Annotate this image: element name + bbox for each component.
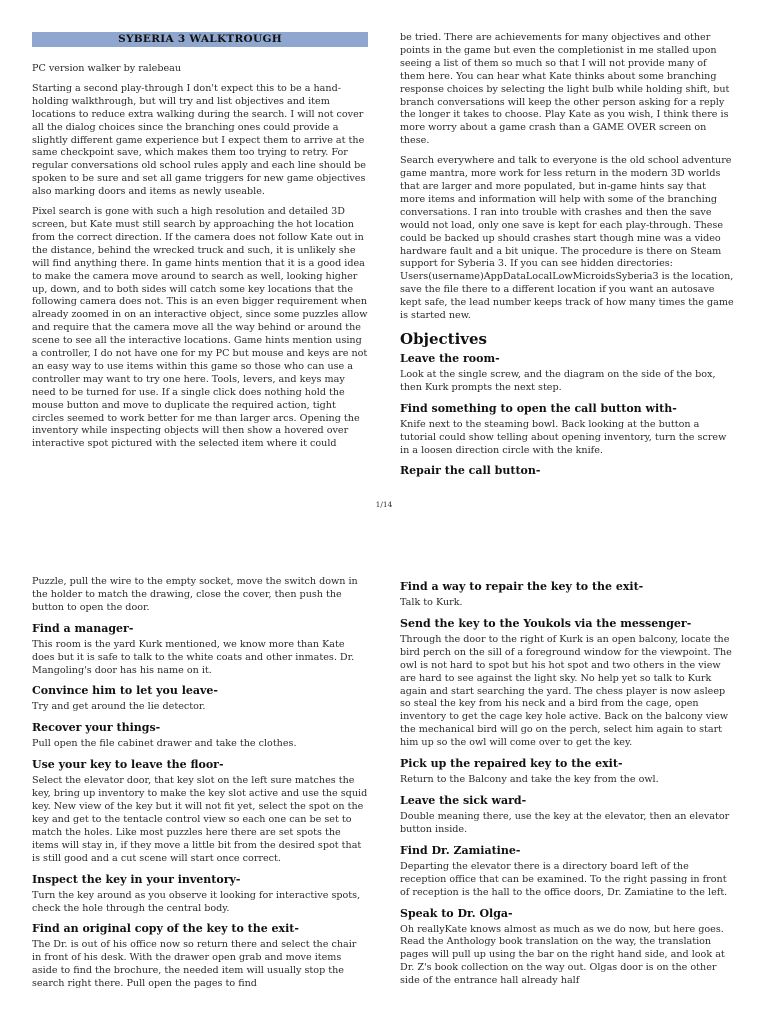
paragraph: Talk to Kurk. bbox=[400, 597, 463, 608]
paragraph: This room is the yard Kurk mentioned, we know more than Kate does but it is safe to talk to the white coats and other inmates. Dr. Mangoling's door has his name on it. bbox=[32, 638, 355, 676]
page1-right-column bbox=[400, 32, 734, 481]
paragraph: Pixel search is gone with such a high resolution and detailed 3D screen, but Kate must still search by approaching the hot location from the correct direction. If the camera does not follow Kate out in the distance, behind the wrecked truck and such, it is unlikely she will find anything there. In game hints mention that it is a good idea to make the camera move around to search as well, looking higher up, down, and to both sides will catch some key locations that the following camera does not. This is an even bigger requirement when already zoomed in on an interactive object, since some puzzles allow and require that the camera move all the way behind or around the scene to see all the interactive locations. Game hints mention using a controller, I do not have one for my PC but mouse and keys are not an easy way to use items within this game so those who can use a controller may want to try one here. Tools, levers, and keys may need to be turned for use. If a single click does nothing hold the mouse button and move to duplicate the required action, tight circles seemed to work better for me than larger arcs. Opening the inventory while inspecting objects will then show a hovered over interactive spot pictured with the selected item where it could bbox=[32, 206, 368, 450]
paragraph: be tried. There are achievements for many objectives and other points in the game but even the completionist in me stalled upon seeing a list of them so much so that I will not provide many of them here. You can hear what Kate thinks about some branching response choices by selecting the light bulb while holding shift, but branch conversations will keep the other person asking for a reply the longer it takes to choose. Play Kate as you wish, I think there is more worry about a game crash than a GAME OVER screen on these. bbox=[400, 32, 730, 147]
paragraph: Pull open the file cabinet drawer and take the clothes. bbox=[32, 738, 297, 750]
document-page-2 bbox=[0, 568, 768, 1024]
paragraph: Return to the Balcony and take the key from the owl. bbox=[400, 774, 659, 786]
paragraph: Look at the single screw, and the diagram on the side of the box, then Kurk prompts the next step. bbox=[400, 368, 716, 393]
paragraph: The Dr. is out of his office now so return there and select the chair in front of his desk. With the drawer open grab and move items aside to find the brochure, the needed item will usually stop the search right there. Pull open the pages to find bbox=[32, 939, 357, 990]
objective-heading: Find something to open the call button with- bbox=[400, 401, 677, 415]
objective-heading: Find a manager- bbox=[32, 621, 134, 635]
page1-left-content bbox=[32, 63, 368, 451]
objective-heading: Find Dr. Zamiatine- bbox=[400, 843, 521, 857]
paragraph: Double meaning there, use the key at the elevator, then an elevator button inside. bbox=[400, 810, 730, 835]
objective-heading: Leave the sick ward- bbox=[400, 793, 527, 807]
objective-heading: Find an original copy of the key to the exit- bbox=[32, 922, 299, 936]
paragraph: Turn the key around as you observe it looking for interactive spots, check the hole through the central body. bbox=[32, 889, 361, 914]
paragraph: Through the door to the right of Kurk is an open balcony, locate the bird perch on the sill of a foreground window for the viewpoint. The owl is not hard to spot but his hot spot and two others in the view are hard to see against the light sky. No help yet so talk to Kurk again and start searching the yard. The chess player is now asleep so steal the key from his neck and a bird from the cage, open inventory to get the cage key hole active. Back on the balcony view the mechanical bird will go on the perch, select him again to start him up so the owl will come over to get the key. bbox=[400, 633, 732, 749]
paragraph: PC version walker by ralebeau bbox=[32, 63, 182, 74]
objective-heading: Pick up the repaired key to the exit- bbox=[400, 757, 623, 771]
objective-heading: Send the key to the Youkols via the messenger- bbox=[400, 616, 692, 630]
objective-heading: Speak to Dr. Olga- bbox=[400, 906, 513, 920]
page1-right-content bbox=[400, 32, 734, 478]
section-heading: Objectives bbox=[400, 329, 487, 348]
page1-left-column bbox=[32, 32, 368, 458]
objective-heading: Find a way to repair the key to the exit- bbox=[400, 580, 644, 593]
paragraph: Search everywhere and talk to everyone is the old school adventure game mantra, more work for less return in the modern 3D worlds that are larger and more populated, but in-game hints say that more items and information will help with some of the branching conversations. I ran into trouble with crashes and then the save would not load, only one save is kept for each play-through. These could be backed up should crashes start though mine was a video hardware fault and a bit unique. The procedure is there on Steam support for Syberia 3. If you can see hidden directories: Users(username)AppDataLocalLowMicroidsSyberia3 is the location, save the file there to a different location if you want an autosave kept safe, the lead number keeps track of how many times the game is started new. bbox=[400, 155, 734, 322]
page2-left-content bbox=[32, 576, 368, 991]
paragraph: Puzzle, pull the wire to the empty socket, move the switch down in the holder to match the drawing, close the cover, then push the button to open the door. bbox=[32, 576, 358, 613]
objective-heading: Leave the room- bbox=[400, 351, 500, 365]
document-title: SYBERIA 3 WALKTROUGH bbox=[32, 32, 368, 47]
objective-heading: Inspect the key in your inventory- bbox=[32, 872, 241, 886]
page-gap bbox=[0, 524, 768, 568]
objective-heading: Convince him to let you leave- bbox=[32, 684, 218, 698]
paragraph: Departing the elevator there is a directory board left of the reception office that can be examined. To the right passing in front of reception is the hall to the office doors, Dr. Zamiatine to the left. bbox=[400, 860, 728, 898]
paragraph: Starting a second play-through I don't expect this to be a hand-holding walkthrough, but will try and list objectives and item locations to reduce extra walking during the search. I will not cover all the dialog choices since the branching ones could provide a slightly different game experience but I expect them to arrive at the same checkpoint save, which makes them too trying to retry. For regular conversations old school rules apply and each line should be spoken to be sure and set all game triggers for new game objectives also marking doors and items as newly useable. bbox=[32, 82, 366, 198]
objective-heading: Recover your things- bbox=[32, 721, 161, 735]
objective-heading: Use your key to leave the floor- bbox=[32, 758, 224, 772]
paragraph: Try and get around the lie detector. bbox=[32, 701, 206, 713]
page2-left-column bbox=[32, 576, 368, 998]
objective-heading: Repair the call button- bbox=[400, 464, 541, 478]
paragraph: Knife next to the steaming bowl. Back looking at the button a tutorial could show telling about opening inventory, turn the screw in a loosen direction circle with the knife. bbox=[400, 418, 727, 456]
page2-right-column bbox=[400, 576, 734, 995]
paragraph: Select the elevator door, that key slot on the left sure matches the key, bring up inventory to make the key slot active and use the squid key. New view of the key but it will not fit yet, select the spot on the key and get to the tentacle control view so each one can be set to match the holes. Like most puzzles here there are set spots the items will stay in, if they move a little bit from the desired spot that is still good and a cut scene will start once correct. bbox=[32, 775, 368, 864]
page-number: 1/14 bbox=[375, 500, 393, 509]
paragraph: Oh reallyKate knows almost as much as we do now, but here goes. Read the Anthology book translation on the way, the translation pages will pull up using the bar on the right hand side, and look at Dr. Z's book collection on the way out. Olgas door is on the other side of the entrance hall already half bbox=[400, 923, 725, 987]
page2-right-content bbox=[400, 580, 734, 988]
